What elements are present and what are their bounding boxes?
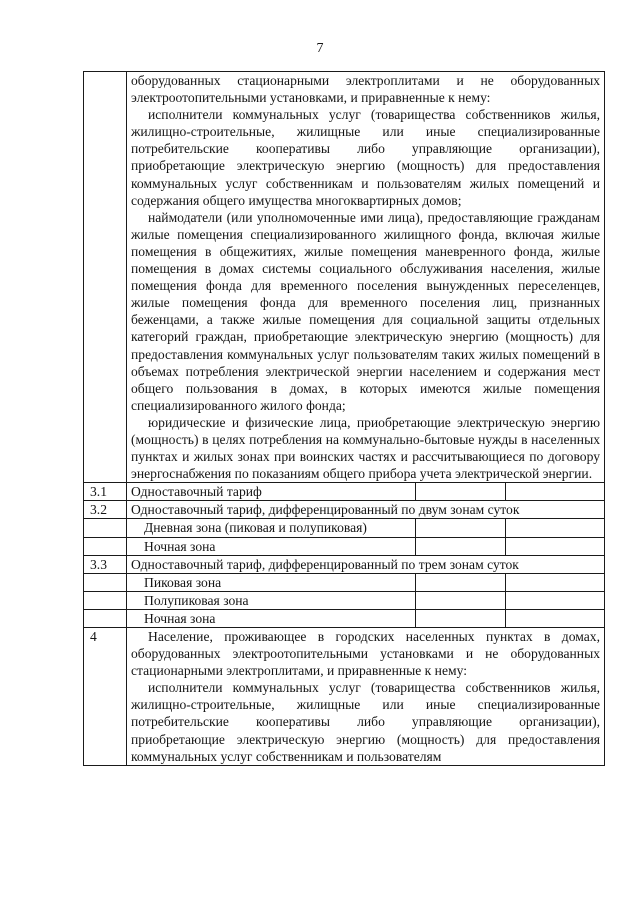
paragraph: наймодатели (или уполномоченные ими лица), предоставляющие гражданам жилые помещения специализированного жилищного фонда, включая жилые помещения в общежитиях, жилые помещения маневренного фонда, жилые помещения в домах системы социального обслуживания населения, жилые помещения фонда для временного поселения вынужденных переселенцев, жилые помещения фонда для временного поселения лиц, признанных беженцами, а также жилые помещения для социальной защиты отдельных категорий граждан, приобретающие электрическую энергию (мощность) для предоставления коммунальных услуг пользователям таких жилых помещений в объемах потребления электрической энергии населением и содержания мест общего пользования в домах, в которых имеются жилые помещения специализированного жилого фонда; [131, 209, 601, 413]
row-label-cell: Полупиковая зона [127, 591, 416, 609]
table-row-3-2 [84, 501, 605, 519]
table-row-3-3-night [84, 609, 605, 627]
table-row-3-3-semipeak [84, 591, 605, 609]
row-number-cell [84, 537, 127, 555]
row-number-cell: 4 [84, 628, 127, 766]
row-number-cell: 3.3 [84, 555, 127, 573]
row-label-cell: Одноставочный тариф, дифференцированный по трем зонам суток [127, 555, 605, 573]
table-row-3-2-day [84, 519, 605, 537]
value-cell [506, 519, 605, 537]
value-cell [506, 483, 605, 501]
row-label-cell: Дневная зона (пиковая и полупиковая) [127, 519, 416, 537]
value-cell [416, 537, 506, 555]
table-row-4 [84, 628, 605, 766]
value-cell [416, 483, 506, 501]
table-row-3-3 [84, 555, 605, 573]
row-number-cell [84, 609, 127, 627]
paragraph: исполнители коммунальных услуг (товарищества собственников жилья, жилищно-строительные, жилищные или иные специализированные потребительские кооперативы либо управляющие организации), приобретающие электрическую энергию (мощность) для предоставления коммунальных услуг собственникам и пользователям жилых помещений и содержания общего имущества многоквартирных домов; [131, 107, 601, 208]
page-number: 7 [316, 41, 324, 56]
row-number-cell [84, 573, 127, 591]
tariff-table [83, 71, 605, 766]
value-cell [416, 519, 506, 537]
table-row-continued [84, 72, 605, 483]
row-label-cell: Ночная зона [127, 609, 416, 627]
table-row-3-2-night [84, 537, 605, 555]
row-number-cell [84, 591, 127, 609]
paragraph: оборудованных стационарными электроплитами и не оборудованных электроотопительными установками, и приравненные к нему: [131, 73, 601, 106]
value-cell [506, 609, 605, 627]
row-number-cell [84, 72, 127, 483]
row-label-cell: Одноставочный тариф, дифференцированный по двум зонам суток [127, 501, 605, 519]
table-row-3-3-peak [84, 573, 605, 591]
row-number-cell: 3.1 [84, 483, 127, 501]
row-description-cell [127, 628, 605, 766]
row-label-cell: Ночная зона [127, 537, 416, 555]
table-row-3-1 [84, 483, 605, 501]
row-number-cell [84, 519, 127, 537]
row-number-cell: 3.2 [84, 501, 127, 519]
row-label-cell: Пиковая зона [127, 573, 416, 591]
value-cell [416, 609, 506, 627]
paragraph: Население, проживающее в городских населенных пунктах в домах, оборудованных электроотопительными установками и не оборудованных стационарными электроплитами, и приравненные к нему: [131, 629, 601, 679]
value-cell [416, 573, 506, 591]
value-cell [506, 537, 605, 555]
value-cell [506, 573, 605, 591]
row-label-cell: Одноставочный тариф [127, 483, 416, 501]
row-description-cell [127, 72, 605, 483]
value-cell [506, 591, 605, 609]
paragraph: исполнители коммунальных услуг (товарищества собственников жилья, жилищно-строительные, жилищные или иные специализированные потребительские кооперативы либо управляющие организации), приобретающие электрическую энергию (мощность) для предоставления коммунальных услуг собственникам и пользователям [131, 680, 601, 764]
value-cell [416, 591, 506, 609]
paragraph: юридические и физические лица, приобретающие электрическую энергию (мощность) в целях потребления на коммунально-бытовые нужды в населенных пунктах и жилых зонах при воинских частях и рассчитывающиеся по договору энергоснабжения по показаниям общего прибора учета электрической энергии. [131, 414, 601, 482]
